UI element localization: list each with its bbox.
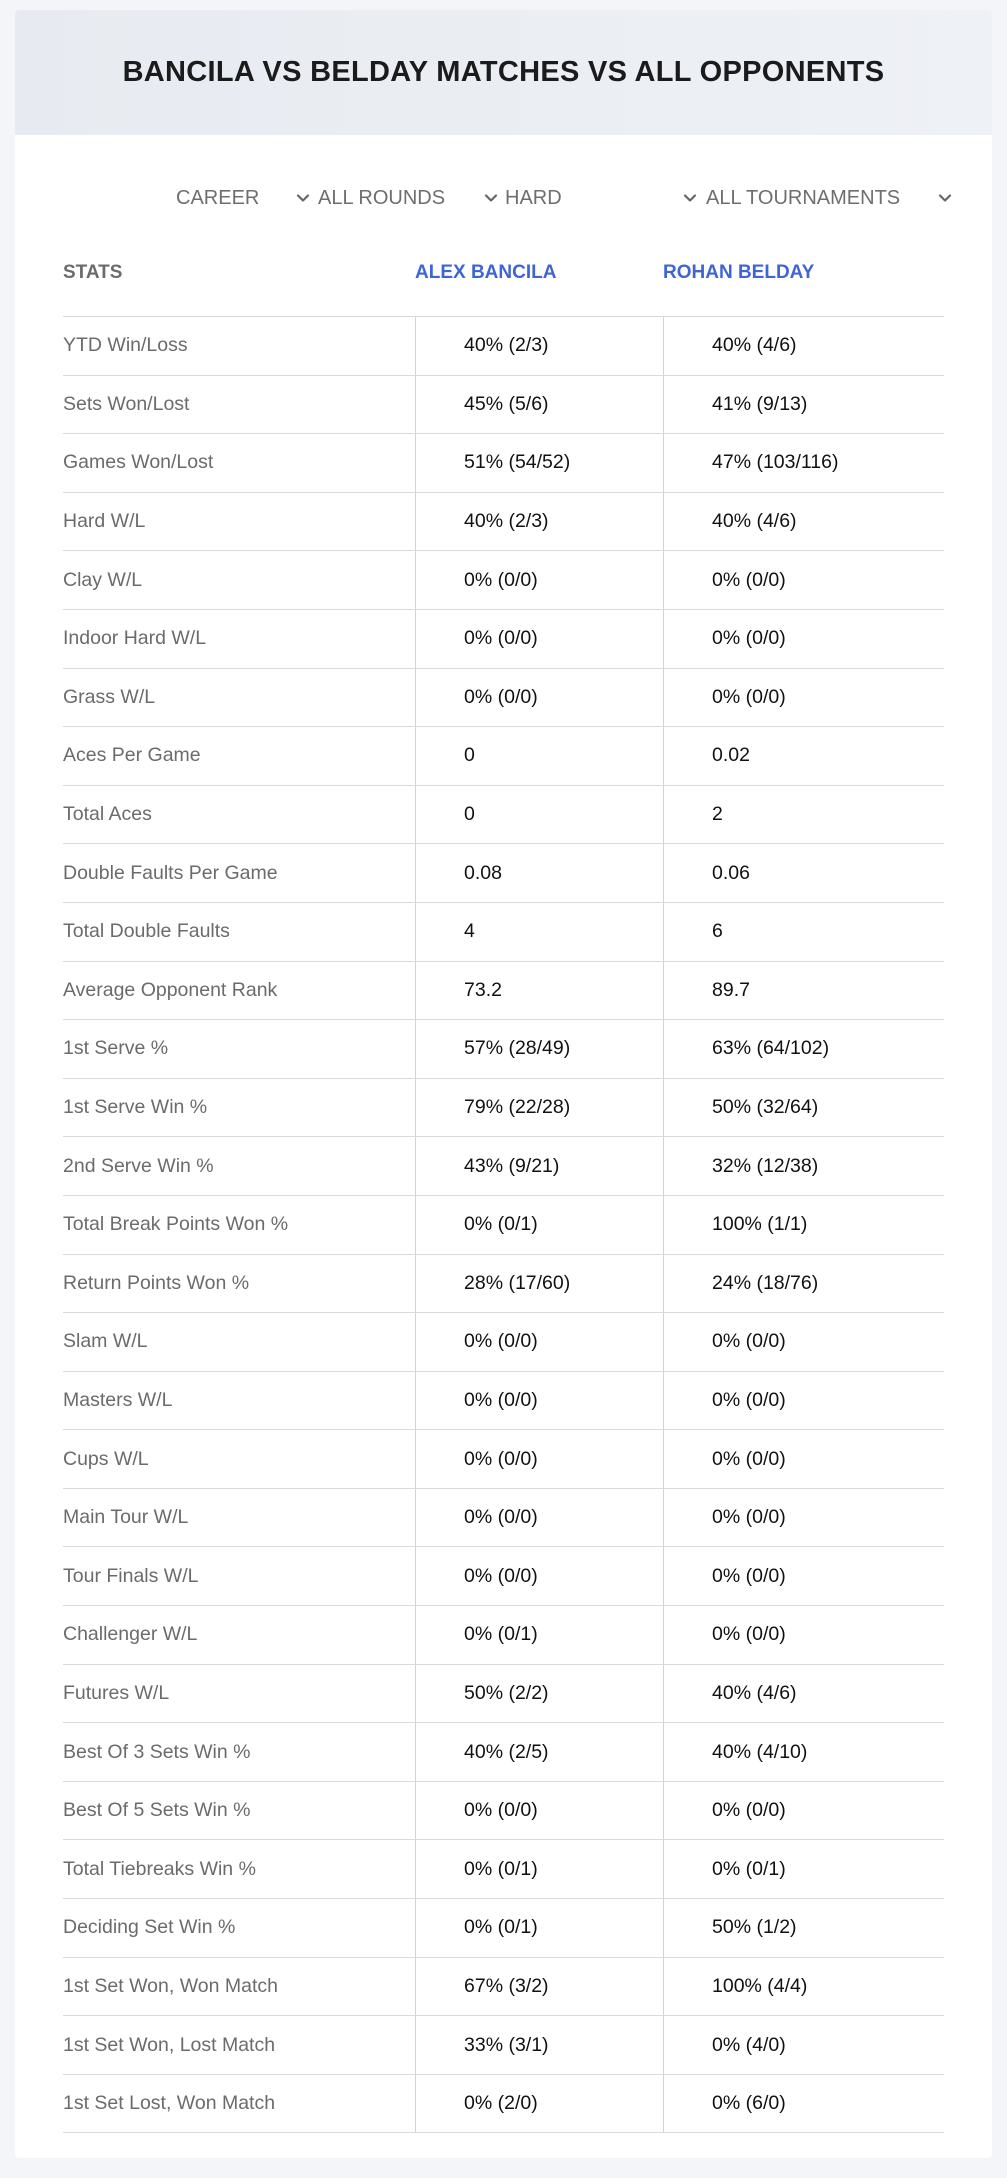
stat-label: Main Tour W/L [63, 1506, 189, 1529]
table-row [63, 1137, 944, 1196]
table-row [63, 1372, 944, 1431]
table-body [63, 317, 944, 2133]
stat-label: 1st Serve Win % [63, 1096, 208, 1119]
player1-link[interactable]: ALEX BANCILA [415, 262, 557, 283]
player1-value: 43% (9/21) [415, 1137, 663, 1195]
player1-value: 0 [415, 727, 663, 785]
table-row [63, 376, 944, 435]
player2-value: 63% (64/102) [663, 1020, 944, 1078]
stat-label: Double Faults Per Game [63, 861, 278, 884]
player2-value: 0% (0/0) [663, 1606, 944, 1664]
player1-value: 73.2 [415, 962, 663, 1020]
table-row [63, 2075, 944, 2134]
tournaments-select-value: ALL TOURNAMENTS [706, 186, 901, 209]
stat-label: 2nd Serve Win % [63, 1154, 214, 1177]
player2-value: 0.06 [663, 844, 944, 902]
player2-value: 6 [663, 903, 944, 961]
player2-value: 0% (0/1) [663, 1840, 944, 1898]
rounds-select[interactable] [318, 178, 502, 218]
stat-label: Slam W/L [63, 1330, 148, 1353]
table-row [63, 493, 944, 552]
player1-value: 40% (2/5) [415, 1723, 663, 1781]
stat-label: Sets Won/Lost [63, 392, 190, 415]
rounds-select-value: ALL ROUNDS [318, 186, 446, 209]
table-row [63, 1079, 944, 1138]
stat-label: Average Opponent Rank [63, 978, 278, 1001]
table-row [63, 1313, 944, 1372]
player2-value: 0% (0/0) [663, 1430, 944, 1488]
table-row [63, 1430, 944, 1489]
player2-value: 24% (18/76) [663, 1255, 944, 1313]
stat-label: Challenger W/L [63, 1623, 198, 1646]
table-row [63, 669, 944, 728]
player1-value: 0% (0/0) [415, 1430, 663, 1488]
table-row [63, 317, 944, 376]
player2-value: 40% (4/6) [663, 317, 944, 375]
table-row [63, 434, 944, 493]
table-row [63, 903, 944, 962]
surface-select[interactable] [505, 178, 701, 218]
player2-value: 0% (0/0) [663, 1489, 944, 1547]
page-title: BANCILA VS BELDAY MATCHES VS ALL OPPONENTS [122, 56, 885, 88]
stat-label: Deciding Set Win % [63, 1916, 236, 1939]
player2-value: 0% (0/0) [663, 669, 944, 727]
stat-label: Return Points Won % [63, 1271, 250, 1294]
stat-label: Games Won/Lost [63, 451, 214, 474]
table-row [63, 1958, 944, 2017]
stat-label: YTD Win/Loss [63, 334, 188, 357]
player1-value: 40% (2/3) [415, 493, 663, 551]
stat-label: Indoor Hard W/L [63, 627, 207, 650]
player1-value: 45% (5/6) [415, 376, 663, 434]
stat-label: Futures W/L [63, 1681, 170, 1704]
player1-value: 0% (0/0) [415, 1489, 663, 1547]
player1-value: 0% (0/0) [415, 669, 663, 727]
table-row [63, 1547, 944, 1606]
table-row [63, 2016, 944, 2075]
tournaments-select[interactable] [706, 178, 956, 218]
stat-label: Tour Finals W/L [63, 1564, 199, 1587]
table-row [63, 1782, 944, 1841]
player2-value: 40% (4/6) [663, 493, 944, 551]
stats-card [15, 10, 992, 2158]
table-row [63, 1899, 944, 1958]
chevron-down-icon [934, 187, 956, 209]
chevron-down-icon [679, 187, 701, 209]
player1-value: 0% (0/0) [415, 1547, 663, 1605]
player2-value: 32% (12/38) [663, 1137, 944, 1195]
stat-label: Best Of 3 Sets Win % [63, 1740, 251, 1763]
player2-value: 2 [663, 786, 944, 844]
player1-value: 79% (22/28) [415, 1079, 663, 1137]
stat-label: 1st Set Won, Lost Match [63, 2033, 276, 2056]
player2-value: 50% (32/64) [663, 1079, 944, 1137]
stat-label: Cups W/L [63, 1447, 149, 1470]
table-row [63, 1489, 944, 1548]
table-row [63, 1840, 944, 1899]
table-row [63, 962, 944, 1021]
stat-label: Total Double Faults [63, 920, 230, 943]
player1-value: 57% (28/49) [415, 1020, 663, 1078]
player2-value: 40% (4/10) [663, 1723, 944, 1781]
stat-label: Masters W/L [63, 1388, 173, 1411]
player2-value: 0% (6/0) [663, 2075, 944, 2133]
player1-value: 0% (0/0) [415, 1313, 663, 1371]
chevron-down-icon [480, 187, 502, 209]
player1-value: 0% (0/1) [415, 1899, 663, 1957]
player1-value: 51% (54/52) [415, 434, 663, 492]
player2-value: 89.7 [663, 962, 944, 1020]
table-row [63, 786, 944, 845]
table-row [63, 844, 944, 903]
player1-value: 0.08 [415, 844, 663, 902]
player2-link[interactable]: ROHAN BELDAY [663, 262, 815, 283]
player2-value: 0% (0/0) [663, 610, 944, 668]
player2-value: 0% (0/0) [663, 1372, 944, 1430]
stat-label: Grass W/L [63, 685, 156, 708]
period-select-value: CAREER [176, 186, 260, 209]
player2-value: 41% (9/13) [663, 376, 944, 434]
stat-label: 1st Set Won, Won Match [63, 1974, 278, 1997]
player1-value: 67% (3/2) [415, 1958, 663, 2016]
player1-value: 0% (2/0) [415, 2075, 663, 2133]
player2-value: 0% (4/0) [663, 2016, 944, 2074]
player1-value: 0% (0/0) [415, 1372, 663, 1430]
table-row [63, 1020, 944, 1079]
player2-value: 40% (4/6) [663, 1665, 944, 1723]
player1-value: 0 [415, 786, 663, 844]
stat-label: Hard W/L [63, 510, 146, 533]
player2-value: 0% (0/0) [663, 1547, 944, 1605]
table-row [63, 1665, 944, 1724]
table-row [63, 551, 944, 610]
stat-label: Total Tiebreaks Win % [63, 1857, 256, 1880]
stats-table [63, 237, 944, 2133]
player2-value: 100% (1/1) [663, 1196, 944, 1254]
player1-value: 50% (2/2) [415, 1665, 663, 1723]
stat-label: 1st Serve % [63, 1037, 169, 1060]
chevron-down-icon [292, 187, 314, 209]
player1-value: 40% (2/3) [415, 317, 663, 375]
player1-value: 0% (0/0) [415, 1782, 663, 1840]
stat-label: 1st Set Lost, Won Match [63, 2092, 276, 2115]
player1-value: 0% (0/0) [415, 610, 663, 668]
filter-bar [15, 178, 992, 218]
table-row [63, 1255, 944, 1314]
player2-value: 0.02 [663, 727, 944, 785]
player2-value: 0% (0/0) [663, 1782, 944, 1840]
player2-value: 47% (103/116) [663, 434, 944, 492]
stat-label: Total Aces [63, 803, 152, 826]
stat-label: Aces Per Game [63, 744, 201, 767]
player1-value: 0% (0/1) [415, 1840, 663, 1898]
table-row [63, 1606, 944, 1665]
page-header [15, 10, 992, 135]
player2-value: 100% (4/4) [663, 1958, 944, 2016]
table-row [63, 727, 944, 786]
stat-label: Total Break Points Won % [63, 1213, 289, 1236]
player1-value: 0% (0/0) [415, 551, 663, 609]
player1-value: 33% (3/1) [415, 2016, 663, 2074]
stat-label: Best Of 5 Sets Win % [63, 1799, 251, 1822]
player2-value: 50% (1/2) [663, 1899, 944, 1957]
player1-value: 0% (0/1) [415, 1196, 663, 1254]
surface-select-value: HARD [505, 186, 562, 209]
period-select[interactable] [176, 178, 314, 218]
player2-value: 0% (0/0) [663, 551, 944, 609]
player1-value: 0% (0/1) [415, 1606, 663, 1664]
table-row [63, 1723, 944, 1782]
player2-value: 0% (0/0) [663, 1313, 944, 1371]
player1-value: 28% (17/60) [415, 1255, 663, 1313]
table-row [63, 610, 944, 669]
stat-label: Clay W/L [63, 568, 143, 591]
table-row [63, 1196, 944, 1255]
player1-value: 4 [415, 903, 663, 961]
stats-column-header: STATS [63, 262, 123, 283]
table-header [63, 237, 944, 317]
